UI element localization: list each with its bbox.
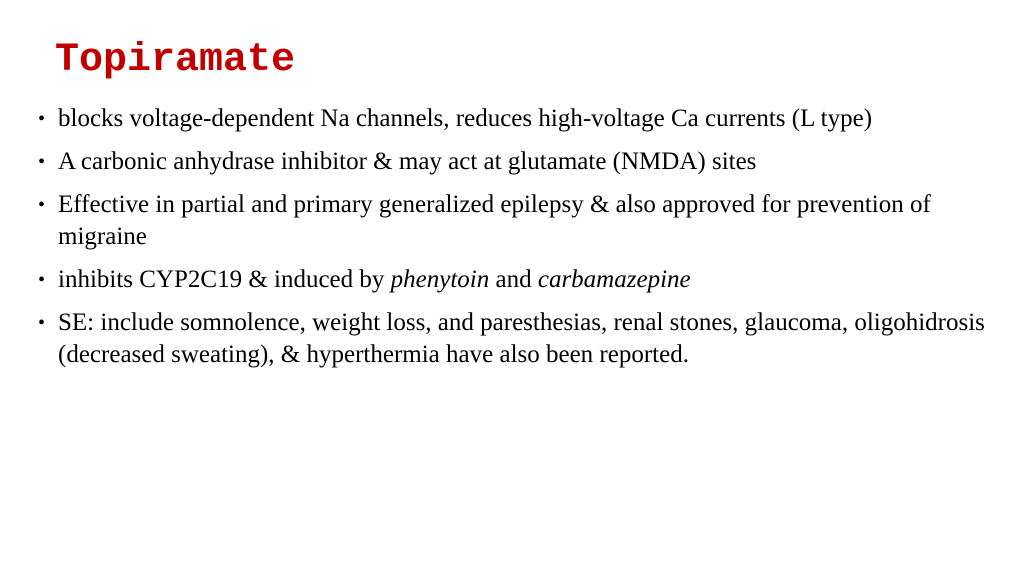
bullet-item: [34, 146, 1004, 178]
slide-title: Topiramate: [55, 38, 296, 83]
bullet-text: Effective in partial and primary generalized epilepsy & also approved for prevention of migraine: [58, 191, 931, 250]
bullet-dot-icon: •: [38, 269, 46, 291]
bullet-dot-icon: •: [38, 108, 46, 130]
bullet-text-part: inhibits CYP2C19 & induced by: [58, 266, 391, 293]
bullet-list: [34, 103, 1004, 382]
bullet-text-part: and: [489, 266, 538, 293]
bullet-item: [34, 307, 1004, 371]
bullet-dot-icon: •: [38, 194, 46, 216]
bullet-text: [58, 266, 691, 293]
bullet-text: SE: include somnolence, weight loss, and paresthesias, renal stones, glaucoma, oligohidrosis (decreased sweating), & hyperthermia have also been reported.: [58, 309, 985, 368]
bullet-dot-icon: •: [38, 151, 46, 173]
bullet-item: [34, 189, 1004, 253]
bullet-item: [34, 103, 1004, 135]
bullet-item: [34, 264, 1004, 296]
drug-name-phenytoin: phenytoin: [390, 266, 490, 293]
bullet-dot-icon: •: [38, 312, 46, 334]
bullet-text: A carbonic anhydrase inhibitor & may act at glutamate (NMDA) sites: [58, 148, 757, 175]
bullet-text: blocks voltage-dependent Na channels, reduces high-voltage Ca currents (L type): [58, 105, 873, 132]
drug-name-carbamazepine: carbamazepine: [537, 266, 691, 293]
